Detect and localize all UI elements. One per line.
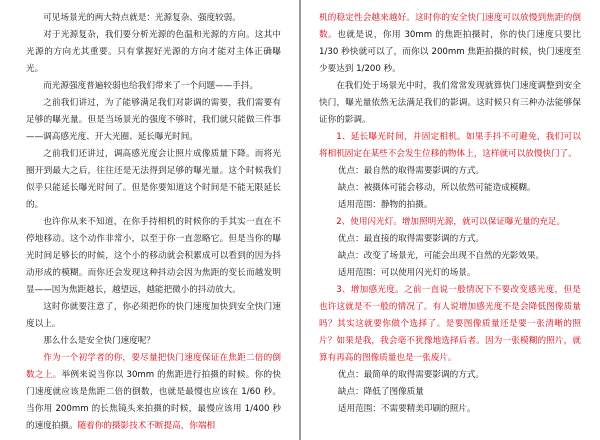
highlight-red-tail: 随着你的摄影技术不断提高，你端相 [77, 421, 216, 431]
method-1-heading: 1、延长曝光时间，并固定相机。如果手抖不可避免，我们可以将相机固定在某些不会发生位移的物体上，这样就可以放慢快门了。 [319, 132, 581, 159]
paragraph-hand-shake: 而光源强度普遍较弱也给我们带来了一个问题——手抖。 [43, 81, 259, 91]
paragraph-question: 那么什么是安全快门速度呢？ [43, 336, 155, 346]
paragraph-light-source: 对于光源复杂，我们要分析光源的色温和光源的方向。这其中光源的方向尤其重要。只有掌握好光源的方向才能对主体正确曝光。 [26, 30, 281, 74]
method-2-con: 缺点：改变了场景光，可能会出现不自然的光影效果。 [337, 251, 545, 261]
highlight-red: 作为一个初学者的你，要尽量把快门速度保证在焦距二倍的倒数之上。 [26, 353, 281, 380]
paragraph-safe-shutter: 这时你就要注意了，你必须把你的快门速度加快到安全快门速度以上。 [26, 302, 281, 329]
method-1-pro: 优点：最自然的取得需要影调的方式。 [337, 166, 485, 176]
paragraph-iso: 之前我们还讲过，调高感光度会让照片成像质量下降。而将光圈开到最大之后，往往还是无法得到足够的曝光量。这个时候我们似乎只能延长曝光时间了。但是你要知道这个时间是不能无限延长的。 [26, 149, 281, 210]
left-page [26, 10, 281, 440]
method-1-con: 缺点：被摄体可能会移动，所以依然可能造成模糊。 [337, 183, 536, 193]
paragraph-exposure: 之前我们讲过，为了能够满足我们对影调的需要，我们需要有足够的曝光量。但是当场景光的强度不够时，我们就只能做三件事——调高感光度、开大光圈、延长曝光时间。 [26, 98, 281, 142]
method-3-con: 缺点：降低了图像质量 [337, 387, 424, 397]
paragraph-continued: 机的稳定性会越来越好。这时你的安全快门速度可以放慢到焦距的倒数。也就是说，你用 30mm 的焦距拍摄时，你的快门速度只要比 1/30 秒快就可以了，而你以 200mm 焦距拍摄的时候，快门速度至少要达到 1/200 秒。 [319, 13, 581, 74]
method-2-scope: 适用范围：可以使用闪光灯的场景。 [337, 268, 476, 278]
paragraph-intro: 可见场景光的两大特点就是：光源复杂、强度较弱。 [43, 13, 241, 23]
paragraph-movement: 也许你从来不知道，在你手持相机的时候你的手其实一直在不停地移动。这个动作非常小，以至于你一直忽略它。但是当你的曝光时间足够长的时候，这个小的移动就会积累成可以看到的因为抖动形成的模糊。而你还会发现这种抖动会因为焦距的变长而越发明显——因为焦距越长，越望远，越能把微小的抖动放大。 [26, 217, 281, 295]
paragraph-beginner-rule: 作为一个初学者的你，要尽量把快门速度保证在焦距二倍的倒数之上。举例来说当你以 30mm 的焦距进行拍摄的时候。你的快门速度就应该是焦距二倍的倒数，也就是最慢也应该在 1/60 秒。当你用 200mm 的长焦镜头来拍摄的时候，最慢应该用 1/400 秒的速度拍摄。随着你的摄影技术不断提高，你端相 [26, 353, 281, 431]
method-2-pro: 优点：最直接的取得需要影调的方式。 [337, 234, 485, 244]
highlight-red: 机的稳定性会越来越好。这时你的安全快门速度可以放慢到焦距的倒数。 [319, 13, 581, 40]
page-divider [299, 0, 301, 440]
right-page [319, 10, 581, 440]
method-3-pro: 优点：最简单的取得需要影调的方式。 [337, 370, 485, 380]
method-3-heading: 3、增加感光度。之前一直说一般情况下不要改变感光度，但是也许这就是不一般的情况了。有人说增加感光度不是会降低图像质量吗？其实这就要你做个选择了。是要图像质量还是要一张清晰的照片？如果是我，我会毫不犹豫地选择后者。因为一张模糊的照片，就算有再高的图像质量也是一张废片。 [319, 285, 581, 363]
method-3-scope: 适用范围：不需要精美印刷的照片。 [337, 404, 476, 414]
method-1-scope: 适用范围：静物的拍摄。 [337, 200, 433, 210]
paragraph-three-methods: 在我们处于场景光中时，我们常常发现就算快门速度调整到安全快门，曝光量依然无法满足我们的影调。这时候只有三种办法能够保证你的影调。 [319, 81, 581, 125]
method-2-heading: 2、使用闪光灯。增加照明光源，就可以保证曝光量的充足。 [336, 217, 566, 227]
